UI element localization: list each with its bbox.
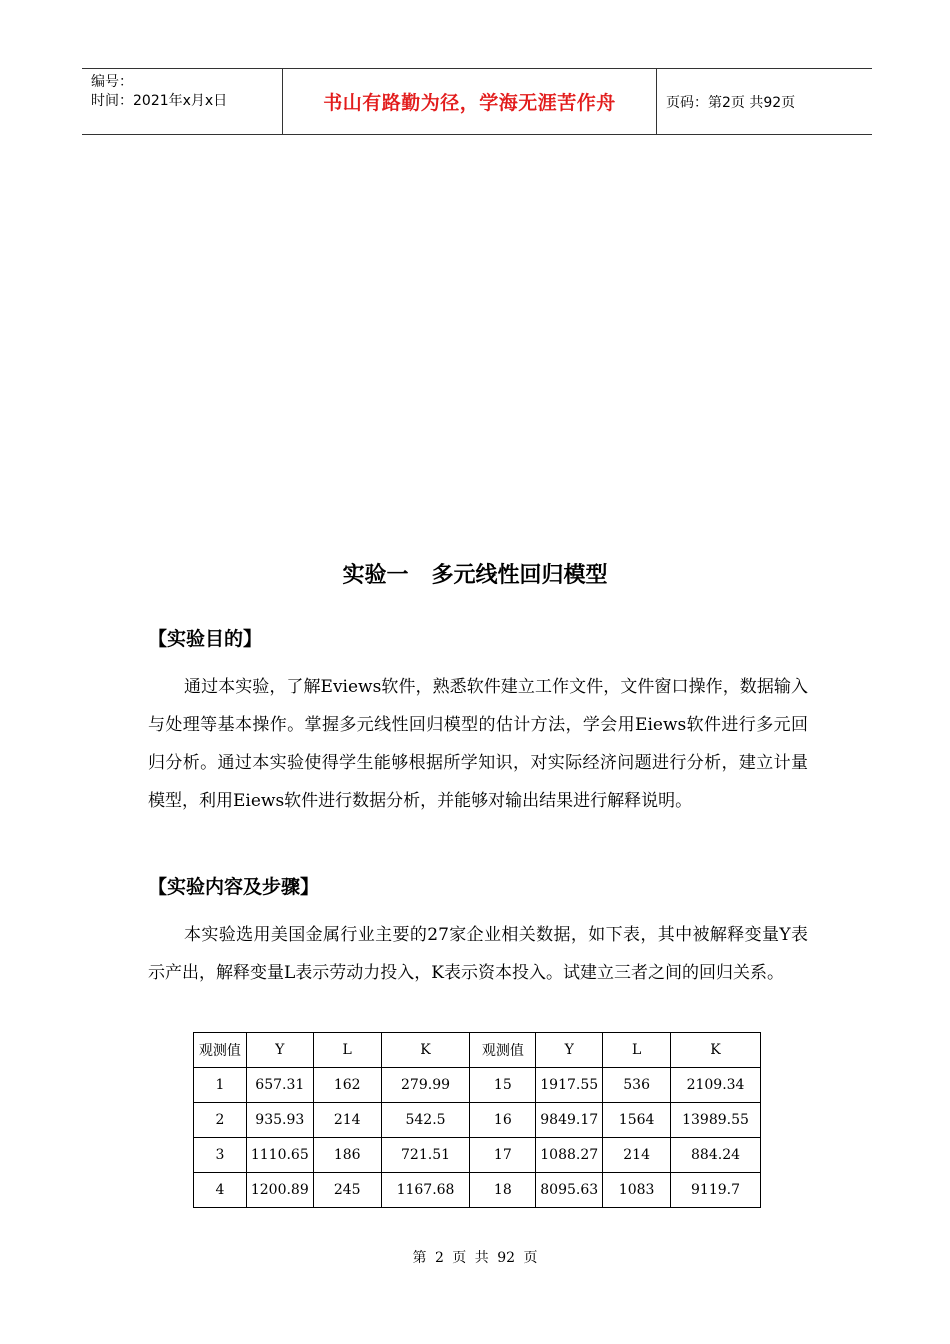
section-paragraph-content: 本实验选用美国金属行业主要的27家企业相关数据，如下表，其中被解释变量Y表示产出，解释变量L表示劳动力投入，K表示资本投入。试建立三者之间的回归关系。: [148, 925, 808, 983]
data-table: [193, 1032, 761, 1208]
table-cell: 2: [194, 1103, 247, 1138]
document-title: 实验一 多元线性回归模型: [342, 563, 608, 588]
table-cell: 9119.7: [671, 1173, 761, 1208]
table-cell: 214: [603, 1138, 671, 1173]
table-cell: 3: [194, 1138, 247, 1173]
header-motto: 书山有路勤为径，学海无涯苦作舟: [283, 69, 657, 134]
table-cell: 1110.65: [246, 1138, 313, 1173]
table-cell: 16: [470, 1103, 536, 1138]
table-header-cell: L: [313, 1033, 381, 1068]
table-cell: 884.24: [671, 1138, 761, 1173]
table-cell: 1083: [603, 1173, 671, 1208]
table-cell: 1200.89: [246, 1173, 313, 1208]
table-cell: 542.5: [381, 1103, 470, 1138]
page-footer: 第 2 页 共 92 页: [412, 1250, 538, 1266]
page-header: [82, 68, 872, 135]
table-cell: 15: [470, 1068, 536, 1103]
table-header-cell: L: [603, 1033, 671, 1068]
table-cell: 245: [313, 1173, 381, 1208]
header-meta: [82, 69, 283, 134]
table-cell: 721.51: [381, 1138, 470, 1173]
section-paragraph-purpose: 通过本实验，了解Eviews软件，熟悉软件建立工作文件，文件窗口操作，数据输入与处理等基本操作。掌握多元线性回归模型的估计方法，学会用Eiews软件进行多元回归分析。通过本实验使得学生能够根据所学知识，对实际经济问题进行分析，建立计量模型，利用Eiews软件进行数据分析，并能够对输出结果进行解释说明。: [148, 677, 808, 811]
table-header-cell: K: [381, 1033, 470, 1068]
table-header-cell: Y: [246, 1033, 313, 1068]
table-row: [194, 1103, 761, 1138]
table-header-cell: 观测值: [194, 1033, 247, 1068]
table-header-row: [194, 1033, 761, 1068]
table-cell: 186: [313, 1138, 381, 1173]
time-label: 时间：2021年x月x日: [91, 93, 228, 109]
table-cell: 17: [470, 1138, 536, 1173]
table-cell: 1: [194, 1068, 247, 1103]
table-cell: 13989.55: [671, 1103, 761, 1138]
table-cell: 8095.63: [536, 1173, 603, 1208]
table-cell: 279.99: [381, 1068, 470, 1103]
table-cell: 162: [313, 1068, 381, 1103]
table-cell: 9849.17: [536, 1103, 603, 1138]
table-cell: 1564: [603, 1103, 671, 1138]
table-header-cell: Y: [536, 1033, 603, 1068]
section-heading-purpose: 【实验目的】: [148, 628, 263, 650]
table-cell: 1167.68: [381, 1173, 470, 1208]
table-cell: 214: [313, 1103, 381, 1138]
table-header-cell: 观测值: [470, 1033, 536, 1068]
table-cell: 935.93: [246, 1103, 313, 1138]
table-cell: 4: [194, 1173, 247, 1208]
table-header-cell: K: [671, 1033, 761, 1068]
table-row: [194, 1173, 761, 1208]
header-page-info: 页码：第2页 共92页: [666, 94, 796, 111]
table-cell: 536: [603, 1068, 671, 1103]
section-heading-content: 【实验内容及步骤】: [148, 876, 320, 898]
table-cell: 1088.27: [536, 1138, 603, 1173]
table-cell: 1917.55: [536, 1068, 603, 1103]
table-cell: 657.31: [246, 1068, 313, 1103]
table-cell: 18: [470, 1173, 536, 1208]
table-row: [194, 1068, 761, 1103]
table-row: [194, 1138, 761, 1173]
number-label: 编号：: [91, 74, 133, 90]
table-cell: 2109.34: [671, 1068, 761, 1103]
